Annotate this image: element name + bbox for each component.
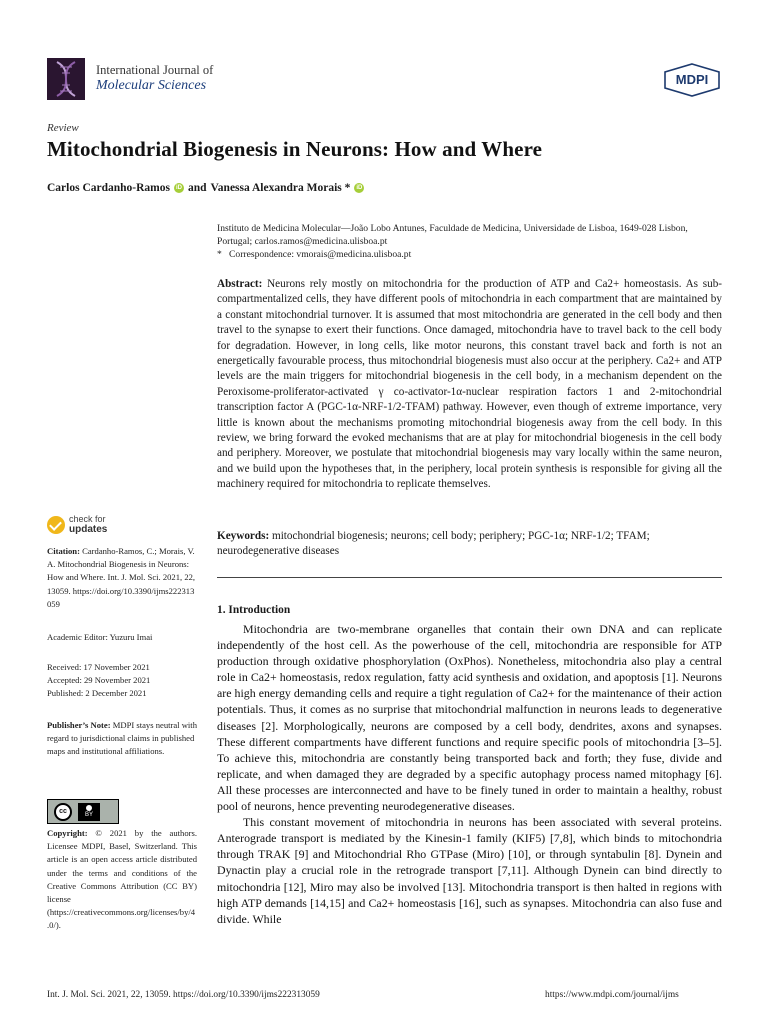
keywords-label: Keywords: — [217, 530, 270, 542]
copyright-text: © 2021 by the authors. Licensee MDPI, Basel, Switzerland. This article is an open access article distributed under the terms and conditions of the Creative Commons Attribution (CC BY) license (https://creativecommons.org/licenses/by/4.0/). — [47, 828, 197, 931]
orcid-icon[interactable]: iD — [356, 185, 363, 191]
published-date: Published: 2 December 2021 — [47, 688, 147, 699]
check-for-updates[interactable] — [47, 514, 107, 535]
section-heading: 1. Introduction — [217, 604, 291, 616]
journal-logo — [47, 58, 85, 100]
academic-editor: Academic Editor: Yuzuru Imai — [47, 632, 153, 642]
footer-citation[interactable]: Int. J. Mol. Sci. 2021, 22, 13059. https://doi.org/10.3390/ijms222313059 — [47, 990, 320, 1000]
dates — [47, 661, 197, 701]
paragraph: This constant movement of mitochondria in neurons has been associated with several proteins. Anterograde transport is mediated by the Kinesin-1 family (KIF5) [7,8], which binds to mitochondria through TRAK [9] and Mitochondrial Rho GTPase (Miro) [10], or through syntabulin [8]. Dynein and Dynactin play a crucial role in the retrograde transport [7,11]. Although Dynein can bind directly to mitochondria [12], Miro may also be involved [13]. Mitochondria transport is then halted in regions with high ATP demands [14,15] and Ca2+ homeostasis [16], such as synapses. Mitochondria can also fuse and divide. While — [217, 815, 722, 926]
accepted-date: Accepted: 29 November 2021 — [47, 675, 151, 686]
checkmark-icon — [47, 516, 65, 534]
mdpi-text: MDPI — [675, 72, 709, 87]
author-list — [47, 182, 364, 194]
author-name[interactable]: Carlos Cardanho-Ramos — [47, 182, 170, 194]
affiliation: Instituto de Medicina Molecular—João Lobo Antunes, Faculdade de Medicina, Universidade de Lisboa, 1649-028 Lisbon, Portugal; carlos.ramos@medicina.ulisboa.pt — [217, 223, 688, 247]
author-name[interactable]: Vanessa Alexandra Morais * — [210, 182, 351, 194]
publisher-note-label: Publisher’s Note: — [47, 720, 111, 730]
citation-label: Citation: — [47, 546, 80, 556]
copyright — [47, 827, 197, 933]
attribution-icon: BY — [78, 803, 100, 821]
journal-name-line2: Molecular Sciences — [96, 78, 207, 93]
received-date: Received: 17 November 2021 — [47, 662, 150, 672]
citation-text: Cardanho-Ramos, C.; Morais, V.A. Mitochondrial Biogenesis in Neurons: How and Where. Int. J. Mol. Sci. 2021, 22, 13059. https://doi.org/10.3390/ijms222313059 — [47, 546, 196, 609]
author-join: and — [188, 182, 207, 194]
cc-license-badge[interactable] — [47, 799, 119, 824]
section-body — [217, 621, 722, 927]
check-line1: check for — [69, 514, 106, 524]
keywords-text: mitochondrial biogenesis; neurons; cell body; periphery; PGC-1α; NRF-1/2; TFAM; neurodegenerative diseases — [217, 530, 650, 558]
paragraph: Mitochondria are two-membrane organelles that contain their own DNA and can replicate independently of the host cell. As the powerhouse of the cell, mitochondria are responsible for ATP production through oxidative phosphorylation (OxPhos). Nonetheless, mitochondria also play a central role in Ca2+ homeostasis, redox regulation, fatty acid synthesis and oxidation, and apoptosis [1]. Neurons are high energy demanding cells and require a tight regulation of Ca2+ for the maintenance of their action potentials. Thus, it comes as no surprise that mitochondrial malfunction in neurons leads to degenerative diseases [2]. Morphologically, neurons are composed by a cell body, dendrites, axons and synapses. These different compartments have different functions and require specific pools of mitochondria [3–5]. To achieve this, mitochondria are constantly being transported back and forth; they fuse, divide and replicate, and when damaged they are degraded by a specific autophagy process named mitophagy [6]. All these processes are interconnected and have to be finely tuned in order to maintain a healthy, robust pool of neurons, hence preventing neurodegenerative diseases. — [217, 622, 722, 814]
correspondence: * Correspondence: vmorais@medicina.ulisboa.pt — [217, 249, 412, 260]
orcid-icon[interactable]: iD — [176, 185, 182, 191]
footer-journal-link[interactable]: https://www.mdpi.com/journal/ijms — [545, 990, 679, 1000]
keywords — [217, 529, 722, 560]
abstract-label: Abstract: — [217, 278, 263, 290]
journal-name-line1: International Journal of — [96, 63, 214, 77]
article-type: Review — [47, 122, 79, 134]
abstract-text: Neurons rely mostly on mitochondria for the production of ATP and Ca2+ homeostasis. As sub-compartmentalized cells, they have different pools of mitochondria in each compartment that are maintained by a constant mitochondrial turnover. It is assumed that most mitochondria are generated in the cell body and then travel to the synapse to exert their functions. Once damaged, mitochondria have to travel back to the cell body for degradation. However, in long cells, like motor neurons, this constant travel back and forth is not an energetically favourable process, thus mitochondrial biogenesis must also occur at the periphery. Ca2+ and ATP levels are the main triggers for mitochondrial biogenesis in the cell body, in a mechanism dependent on the Peroxisome-proliferator-activated γ co-activator-1α-nuclear respiration factors 1 and 2-mitochondrial transcription factor A (PGC-1α-NRF-1/2-TFAM) pathway. However, even though of extreme importance, very little is known about the mechanisms promoting mitochondrial biogenesis away from the cell body. In this review, we bring forward the evoked mechanisms that are at play for mitochondrial biogenesis in the cell body and periphery. Moreover, we postulate that mitochondrial biogenesis may vary locally within the same neuron, and we build upon the hypotheses that, in the periphery, local protein synthesis is responsible for giving all the machinery required for mitochondria to replicate themselves. — [217, 278, 723, 491]
citation — [47, 545, 197, 611]
abstract — [217, 277, 722, 493]
page-title: Mitochondrial Biogenesis in Neurons: How and Where — [47, 137, 543, 161]
copyright-label: Copyright: — [47, 828, 88, 838]
divider — [217, 577, 722, 578]
dna-icon — [47, 58, 85, 100]
affiliation-block — [217, 222, 722, 261]
creative-commons-icon: cc — [54, 803, 72, 821]
mdpi-logo[interactable] — [662, 63, 722, 97]
publisher-note — [47, 719, 197, 759]
check-line2: updates — [69, 524, 108, 535]
publisher-note-text: MDPI stays neutral with regard to jurisdictional claims in published maps and institutional affiliations. — [47, 720, 197, 757]
